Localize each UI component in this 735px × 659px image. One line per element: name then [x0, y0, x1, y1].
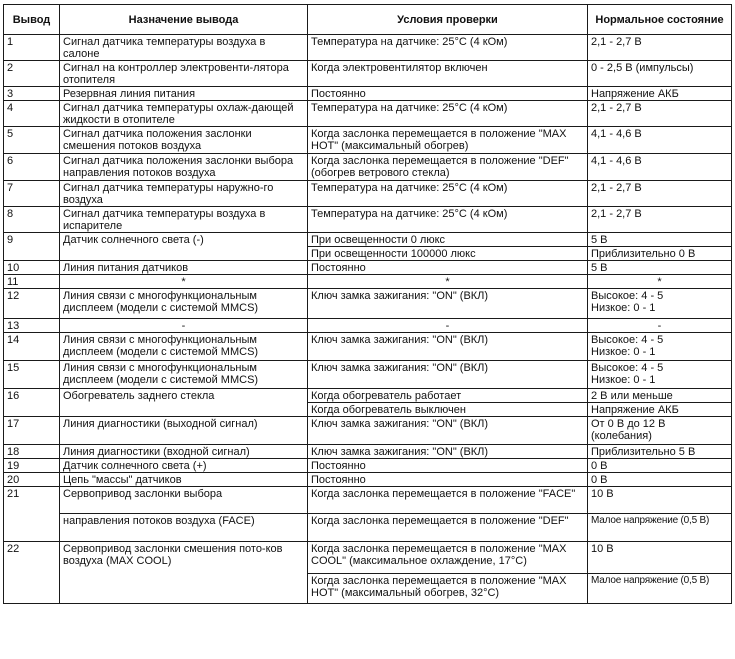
normal-state: 4,1 - 4,6 В: [588, 127, 732, 154]
pin-number: 5: [4, 127, 60, 154]
pin-purpose: Сигнал датчика температуры воздуха в салоне: [60, 35, 308, 61]
check-condition: При освещенности 100000 люкс: [308, 247, 588, 261]
pin-number: 3: [4, 87, 60, 101]
check-condition: Температура на датчике: 25°С (4 кОм): [308, 207, 588, 233]
normal-state: Малое напряжение (0,5 В): [588, 574, 732, 604]
pin-number: 21: [4, 487, 60, 542]
table-row: [4, 154, 732, 181]
pin-purpose: Линия связи с многофункциональным дисплеем (модели с системой MMCS): [60, 333, 308, 361]
normal-state: 10 В: [588, 487, 732, 514]
pin-purpose: Цепь "массы" датчиков: [60, 473, 308, 487]
table-row: [4, 87, 732, 101]
table-row: [4, 233, 732, 247]
header-pin: Вывод: [4, 5, 60, 35]
check-condition: Температура на датчике: 25°С (4 кОм): [308, 181, 588, 207]
pin-number: 11: [4, 275, 60, 289]
pin-number: 17: [4, 417, 60, 445]
normal-state: От 0 В до 12 В (колебания): [588, 417, 732, 445]
normal-state-low: Низкое: 0 - 1: [591, 374, 656, 386]
table-row: [4, 207, 732, 233]
pin-number: 6: [4, 154, 60, 181]
pin-purpose: Обогреватель заднего стекла: [60, 389, 308, 417]
check-condition: Когда обогреватель выключен: [308, 403, 588, 417]
table-row: [4, 289, 732, 319]
normal-state: 2 В или меньше: [588, 389, 732, 403]
pin-purpose: Сигнал на контроллер электровенти-лятора отопителя: [60, 61, 308, 87]
pin-purpose: Линия связи с многофункциональным дисплеем (модели с системой MMCS): [60, 361, 308, 389]
table-row: [4, 542, 732, 574]
table-row: [4, 417, 732, 445]
normal-state: 2,1 - 2,7 В: [588, 101, 732, 127]
normal-state: 2,1 - 2,7 В: [588, 35, 732, 61]
pin-number: 10: [4, 261, 60, 275]
pin-purpose: Резервная линия питания: [60, 87, 308, 101]
normal-state: 10 В: [588, 542, 732, 574]
pin-table-wrapper: [3, 4, 732, 604]
table-row: [4, 361, 732, 389]
pin-number: 14: [4, 333, 60, 361]
pin-purpose: Датчик солнечного света (-): [60, 233, 308, 261]
check-condition: *: [308, 275, 588, 289]
pin-purpose: Линия питания датчиков: [60, 261, 308, 275]
check-condition: Когда заслонка перемещается в положение "MAX COOL" (максимальное охлаждение, 17°С): [308, 542, 588, 574]
pin-number: 7: [4, 181, 60, 207]
pin-purpose: Линия диагностики (выходной сигнал): [60, 417, 308, 445]
pin-purpose: Сигнал датчика температуры охлаж-дающей жидкости в отопителе: [60, 101, 308, 127]
pin-purpose: *: [60, 275, 308, 289]
check-condition: Ключ замка зажигания: "ON" (ВКЛ): [308, 289, 588, 319]
normal-state-high: Высокое: 4 - 5: [591, 362, 664, 374]
table-row: [4, 275, 732, 289]
normal-state: Малое напряжение (0,5 В): [588, 514, 732, 542]
pin-purpose: Сервопривод заслонки выбора: [60, 487, 308, 514]
check-condition: Постоянно: [308, 473, 588, 487]
table-row: [4, 61, 732, 87]
pin-purpose: Сигнал датчика температуры наружно-го воздуха: [60, 181, 308, 207]
check-condition: Ключ замка зажигания: "ON" (ВКЛ): [308, 417, 588, 445]
table-row: [4, 181, 732, 207]
pin-table: [3, 4, 732, 604]
table-row: [4, 333, 732, 361]
normal-state: [588, 289, 732, 319]
normal-state: 5 В: [588, 233, 732, 247]
normal-state: 0 В: [588, 473, 732, 487]
check-condition: Когда электровентилятор включен: [308, 61, 588, 87]
normal-state-high: Высокое: 4 - 5: [591, 334, 664, 346]
check-condition: Когда заслонка перемещается в положение "DEF" (обогрев ветрового стекла): [308, 154, 588, 181]
normal-state: Напряжение АКБ: [588, 87, 732, 101]
check-condition: Ключ замка зажигания: "ON" (ВКЛ): [308, 333, 588, 361]
pin-number: 22: [4, 542, 60, 604]
check-condition: Ключ замка зажигания: "ON" (ВКЛ): [308, 361, 588, 389]
pin-number: 2: [4, 61, 60, 87]
table-row: [4, 445, 732, 459]
normal-state: [588, 361, 732, 389]
normal-state-low: Низкое: 0 - 1: [591, 346, 656, 358]
table-row: [4, 319, 732, 333]
normal-state: 2,1 - 2,7 В: [588, 181, 732, 207]
table-row: [4, 127, 732, 154]
normal-state: 4,1 - 4,6 В: [588, 154, 732, 181]
pin-number: 13: [4, 319, 60, 333]
pin-purpose: Сигнал датчика положения заслонки смешения потоков воздуха: [60, 127, 308, 154]
table-row: [4, 487, 732, 514]
check-condition: Температура на датчике: 25°С (4 кОм): [308, 101, 588, 127]
check-condition: -: [308, 319, 588, 333]
header-condition: Условия проверки: [308, 5, 588, 35]
pin-number: 15: [4, 361, 60, 389]
normal-state: [588, 333, 732, 361]
pin-purpose: Линия диагностики (входной сигнал): [60, 445, 308, 459]
table-header-row: [4, 5, 732, 35]
normal-state-high: Высокое: 4 - 5: [591, 290, 664, 302]
table-row: [4, 389, 732, 403]
check-condition: Когда заслонка перемещается в положение "MAX HOT" (максимальный обогрев, 32°С): [308, 574, 588, 604]
table-row: [4, 459, 732, 473]
header-normal: Нормальное состояние: [588, 5, 732, 35]
pin-number: 19: [4, 459, 60, 473]
pin-number: 18: [4, 445, 60, 459]
table-row-sub: [4, 514, 732, 542]
check-condition: Температура на датчике: 25°С (4 кОм): [308, 35, 588, 61]
table-row: [4, 261, 732, 275]
check-condition: Когда заслонка перемещается в положение "MAX HOT" (максимальный обогрев): [308, 127, 588, 154]
normal-state: Приблизительно 5 В: [588, 445, 732, 459]
normal-state: -: [588, 319, 732, 333]
pin-number: 8: [4, 207, 60, 233]
normal-state: 0 - 2,5 В (импульсы): [588, 61, 732, 87]
normal-state: *: [588, 275, 732, 289]
table-row: [4, 101, 732, 127]
normal-state: Приблизительно 0 В: [588, 247, 732, 261]
check-condition: Когда заслонка перемещается в положение "DEF": [308, 514, 588, 542]
pin-purpose: Сигнал датчика положения заслонки выбора направления потоков воздуха: [60, 154, 308, 181]
table-row: [4, 35, 732, 61]
check-condition: Постоянно: [308, 261, 588, 275]
header-purpose: Назначение вывода: [60, 5, 308, 35]
pin-purpose: Сервопривод заслонки смешения пото-ков воздуха (MAX COOL): [60, 542, 308, 604]
normal-state-low: Низкое: 0 - 1: [591, 302, 656, 314]
check-condition: Постоянно: [308, 459, 588, 473]
pin-purpose: Сигнал датчика температуры воздуха в испарителе: [60, 207, 308, 233]
pin-purpose: Датчик солнечного света (+): [60, 459, 308, 473]
pin-number: 12: [4, 289, 60, 319]
normal-state: 2,1 - 2,7 В: [588, 207, 732, 233]
pin-number: 20: [4, 473, 60, 487]
check-condition: Ключ замка зажигания: "ON" (ВКЛ): [308, 445, 588, 459]
normal-state: 5 В: [588, 261, 732, 275]
pin-purpose: -: [60, 319, 308, 333]
table-row: [4, 473, 732, 487]
check-condition: Когда заслонка перемещается в положение "FACE": [308, 487, 588, 514]
pin-purpose: Линия связи с многофункциональным дисплеем (модели с системой MMCS): [60, 289, 308, 319]
check-condition: При освещенности 0 люкс: [308, 233, 588, 247]
pin-number: 16: [4, 389, 60, 417]
pin-number: 9: [4, 233, 60, 261]
check-condition: Постоянно: [308, 87, 588, 101]
normal-state: 0 В: [588, 459, 732, 473]
pin-purpose-continued: направления потоков воздуха (FACE): [60, 514, 308, 542]
normal-state: Напряжение АКБ: [588, 403, 732, 417]
pin-number: 1: [4, 35, 60, 61]
check-condition: Когда обогреватель работает: [308, 389, 588, 403]
pin-number: 4: [4, 101, 60, 127]
